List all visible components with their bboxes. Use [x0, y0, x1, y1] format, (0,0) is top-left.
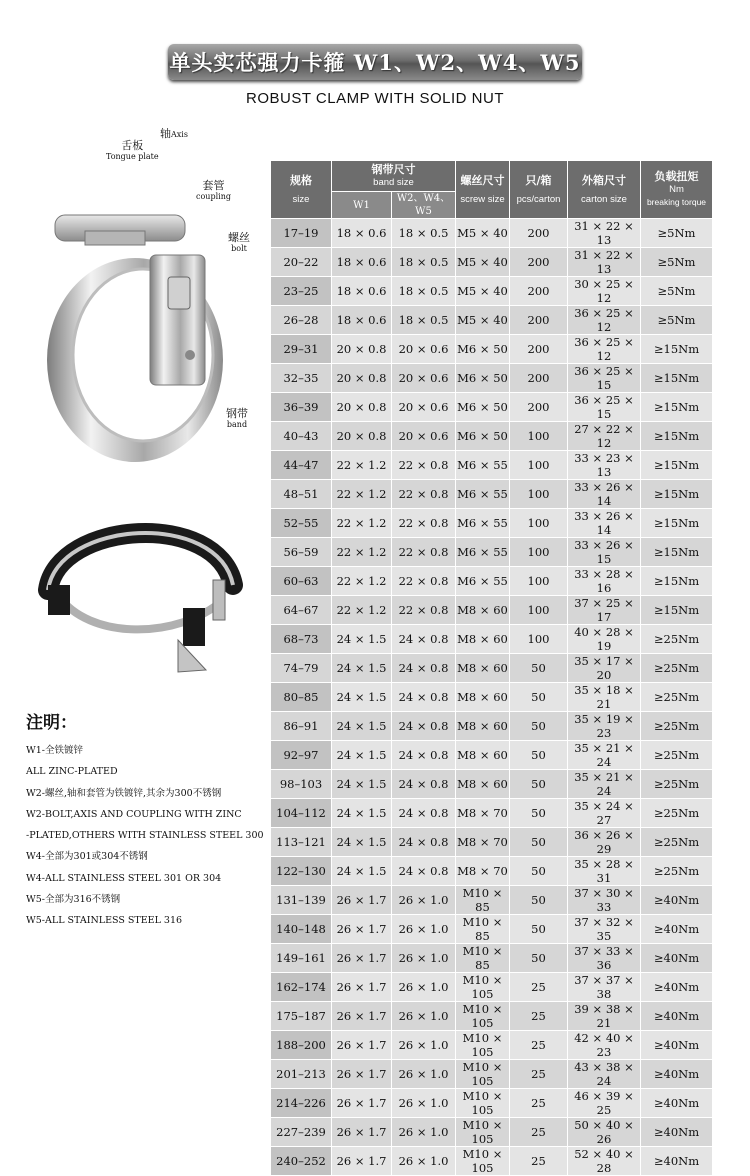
table-cell: 50 [510, 857, 568, 886]
table-cell: 25 [510, 973, 568, 1002]
table-cell: 31 × 22 × 13 [568, 219, 641, 248]
table-cell: 26 × 1.7 [332, 1002, 392, 1031]
table-cell: 18 × 0.5 [392, 306, 456, 335]
spec-table-body [271, 219, 713, 1176]
table-cell: ≥15Nm [641, 567, 713, 596]
table-cell: 36–39 [271, 393, 332, 422]
table-cell: 50 [510, 886, 568, 915]
table-cell: M10 × 105 [456, 1002, 510, 1031]
table-cell: 200 [510, 277, 568, 306]
table-cell: 42 × 40 × 23 [568, 1031, 641, 1060]
table-cell: 113–121 [271, 828, 332, 857]
table-cell: 26 × 1.0 [392, 1147, 456, 1176]
table-row [271, 944, 713, 973]
table-row [271, 364, 713, 393]
table-cell: 162–174 [271, 973, 332, 1002]
table-cell: ≥15Nm [641, 596, 713, 625]
table-cell: ≥25Nm [641, 799, 713, 828]
table-cell: 43 × 38 × 24 [568, 1060, 641, 1089]
table-cell: M10 × 105 [456, 1118, 510, 1147]
table-cell: 40 × 28 × 19 [568, 625, 641, 654]
table-cell: 37 × 37 × 38 [568, 973, 641, 1002]
table-cell: M10 × 105 [456, 1147, 510, 1176]
table-cell: 37 × 33 × 36 [568, 944, 641, 973]
table-row [271, 654, 713, 683]
table-row [271, 857, 713, 886]
table-cell: 26 × 1.0 [392, 1002, 456, 1031]
table-cell: 22 × 1.2 [332, 480, 392, 509]
table-cell: ≥25Nm [641, 770, 713, 799]
table-cell: 24 × 1.5 [332, 828, 392, 857]
table-cell: M8 × 60 [456, 654, 510, 683]
table-cell: 35 × 17 × 20 [568, 654, 641, 683]
coupling-label: 套管 coupling [196, 179, 231, 201]
bolt-label: 螺丝 bolt [228, 231, 250, 253]
table-row [271, 393, 713, 422]
table-cell: M8 × 60 [456, 770, 510, 799]
table-cell: 98–103 [271, 770, 332, 799]
table-cell: 26 × 1.0 [392, 886, 456, 915]
table-cell: M10 × 105 [456, 973, 510, 1002]
table-cell: 22 × 1.2 [332, 451, 392, 480]
table-cell: 25 [510, 1089, 568, 1118]
table-cell: 100 [510, 567, 568, 596]
table-row [271, 451, 713, 480]
table-cell: 18 × 0.6 [332, 219, 392, 248]
table-cell: 33 × 26 × 15 [568, 538, 641, 567]
table-cell: 26 × 1.0 [392, 1060, 456, 1089]
table-cell: M8 × 60 [456, 712, 510, 741]
table-cell: 227–239 [271, 1118, 332, 1147]
table-cell: ≥15Nm [641, 422, 713, 451]
table-cell: 24 × 0.8 [392, 683, 456, 712]
table-cell: ≥5Nm [641, 306, 713, 335]
table-cell: ≥15Nm [641, 364, 713, 393]
table-cell: 100 [510, 625, 568, 654]
table-cell: ≥25Nm [641, 683, 713, 712]
table-row [271, 683, 713, 712]
table-cell: 26 × 1.7 [332, 886, 392, 915]
table-cell: 200 [510, 393, 568, 422]
table-cell: M8 × 60 [456, 596, 510, 625]
table-cell: 29–31 [271, 335, 332, 364]
table-cell: 60–63 [271, 567, 332, 596]
table-cell: 100 [510, 596, 568, 625]
note-line: W5-ALL STAINLESS STEEL 316 [26, 915, 183, 927]
table-cell: 100 [510, 480, 568, 509]
table-cell: 50 [510, 944, 568, 973]
table-cell: 24 × 1.5 [332, 654, 392, 683]
table-cell: 122–130 [271, 857, 332, 886]
table-cell: 20 × 0.6 [392, 335, 456, 364]
table-cell: 22 × 0.8 [392, 538, 456, 567]
table-cell: 25 [510, 1118, 568, 1147]
table-cell: 140–148 [271, 915, 332, 944]
table-cell: 24 × 1.5 [332, 799, 392, 828]
table-cell: 23–25 [271, 277, 332, 306]
table-cell: 25 [510, 1031, 568, 1060]
table-row [271, 277, 713, 306]
band-size-header: 钢带尺寸 band size [332, 161, 456, 192]
table-cell: ≥5Nm [641, 248, 713, 277]
table-cell: 39 × 38 × 21 [568, 1002, 641, 1031]
table-row [271, 625, 713, 654]
table-cell: ≥15Nm [641, 335, 713, 364]
table-cell: ≥40Nm [641, 1118, 713, 1147]
table-cell: 20 × 0.6 [392, 364, 456, 393]
table-cell: 18 × 0.6 [332, 277, 392, 306]
table-row [271, 248, 713, 277]
table-cell: 50 [510, 683, 568, 712]
table-cell: M10 × 105 [456, 1060, 510, 1089]
table-cell: 80–85 [271, 683, 332, 712]
table-cell: M5 × 40 [456, 306, 510, 335]
table-cell: 20 × 0.6 [392, 393, 456, 422]
table-cell: 24 × 0.8 [392, 828, 456, 857]
table-cell: 26 × 1.7 [332, 973, 392, 1002]
table-cell: 33 × 28 × 16 [568, 567, 641, 596]
table-cell: 20 × 0.8 [332, 393, 392, 422]
table-cell: 35 × 18 × 21 [568, 683, 641, 712]
table-cell: 50 [510, 712, 568, 741]
table-cell: 200 [510, 248, 568, 277]
table-cell: ≥15Nm [641, 509, 713, 538]
torque-header: 负载扭矩 Nm breaking torque [641, 161, 713, 219]
table-row [271, 1002, 713, 1031]
table-cell: M10 × 85 [456, 886, 510, 915]
table-cell: 74–79 [271, 654, 332, 683]
table-cell: 36 × 25 × 15 [568, 364, 641, 393]
table-cell: ≥25Nm [641, 857, 713, 886]
table-row [271, 596, 713, 625]
table-cell: 240–252 [271, 1147, 332, 1176]
table-cell: 200 [510, 335, 568, 364]
table-cell: 24 × 0.8 [392, 770, 456, 799]
table-cell: M10 × 85 [456, 944, 510, 973]
table-cell: 100 [510, 509, 568, 538]
table-cell: 26 × 1.7 [332, 1089, 392, 1118]
table-cell: 24 × 1.5 [332, 712, 392, 741]
table-cell: 26 × 1.0 [392, 973, 456, 1002]
table-cell: 27 × 22 × 12 [568, 422, 641, 451]
note-line: W4-全部为301或304不锈钢 [26, 851, 148, 863]
table-cell: M6 × 55 [456, 567, 510, 596]
table-cell: 50 × 40 × 26 [568, 1118, 641, 1147]
table-cell: M8 × 70 [456, 857, 510, 886]
table-cell: 24 × 0.8 [392, 712, 456, 741]
table-cell: ≥40Nm [641, 1147, 713, 1176]
table-cell: 92–97 [271, 741, 332, 770]
table-cell: 26 × 1.7 [332, 944, 392, 973]
table-row [271, 422, 713, 451]
table-row [271, 538, 713, 567]
table-cell: 22 × 1.2 [332, 567, 392, 596]
table-cell: M6 × 50 [456, 335, 510, 364]
table-cell: M6 × 55 [456, 480, 510, 509]
table-cell: 68–73 [271, 625, 332, 654]
table-cell: 18 × 0.6 [332, 248, 392, 277]
table-cell: 200 [510, 364, 568, 393]
table-row [271, 219, 713, 248]
table-row [271, 567, 713, 596]
table-cell: 24 × 1.5 [332, 625, 392, 654]
table-cell: 22 × 0.8 [392, 509, 456, 538]
table-cell: ≥25Nm [641, 654, 713, 683]
note-line: W1-全铁镀锌 [26, 745, 84, 756]
table-cell: 24 × 0.8 [392, 799, 456, 828]
table-cell: 35 × 19 × 23 [568, 712, 641, 741]
table-cell: ≥40Nm [641, 1031, 713, 1060]
table-cell: M8 × 60 [456, 741, 510, 770]
table-cell: 50 [510, 654, 568, 683]
table-cell: M8 × 70 [456, 828, 510, 857]
table-row [271, 480, 713, 509]
table-cell: M6 × 55 [456, 509, 510, 538]
table-cell: ≥40Nm [641, 886, 713, 915]
table-cell: 26 × 1.7 [332, 915, 392, 944]
table-cell: 64–67 [271, 596, 332, 625]
table-cell: M8 × 60 [456, 683, 510, 712]
table-cell: 50 [510, 770, 568, 799]
carton-size-header: 外箱尺寸 carton size [568, 161, 641, 219]
table-cell: ≥40Nm [641, 1060, 713, 1089]
table-cell: 40–43 [271, 422, 332, 451]
table-cell: 26 × 1.7 [332, 1031, 392, 1060]
table-cell: 26 × 1.7 [332, 1118, 392, 1147]
table-cell: M8 × 70 [456, 799, 510, 828]
axis-label: 轴Axis [160, 127, 188, 140]
table-cell: 35 × 24 × 27 [568, 799, 641, 828]
table-cell: 22 × 0.8 [392, 451, 456, 480]
table-cell: 18 × 0.5 [392, 248, 456, 277]
spec-table [270, 160, 713, 1176]
table-cell: 200 [510, 219, 568, 248]
table-cell: 30 × 25 × 12 [568, 277, 641, 306]
table-cell: 36 × 25 × 12 [568, 335, 641, 364]
table-cell: 36 × 25 × 12 [568, 306, 641, 335]
table-cell: 24 × 1.5 [332, 857, 392, 886]
table-cell: M5 × 40 [456, 277, 510, 306]
table-cell: 25 [510, 1060, 568, 1089]
table-cell: 149–161 [271, 944, 332, 973]
table-row [271, 770, 713, 799]
table-cell: 20 × 0.8 [332, 364, 392, 393]
note-line: W4-ALL STAINLESS STEEL 301 OR 304 [26, 872, 222, 884]
table-cell: M10 × 105 [456, 1031, 510, 1060]
table-cell: ≥5Nm [641, 219, 713, 248]
table-cell: 37 × 32 × 35 [568, 915, 641, 944]
table-cell: 24 × 1.5 [332, 770, 392, 799]
table-cell: 24 × 0.8 [392, 741, 456, 770]
table-cell: 48–51 [271, 480, 332, 509]
table-cell: 100 [510, 422, 568, 451]
table-cell: 18 × 0.5 [392, 219, 456, 248]
table-row [271, 973, 713, 1002]
table-cell: 22 × 1.2 [332, 596, 392, 625]
table-cell: 214–226 [271, 1089, 332, 1118]
tongue-plate-label: 舌板 Tongue plate [106, 139, 159, 161]
table-cell: 188–200 [271, 1031, 332, 1060]
note-line: W5-全部为316不锈钢 [26, 894, 121, 906]
table-cell: 44–47 [271, 451, 332, 480]
table-cell: 32–35 [271, 364, 332, 393]
table-cell: 100 [510, 538, 568, 567]
table-cell: 26 × 1.0 [392, 1031, 456, 1060]
table-cell: 26 × 1.0 [392, 1089, 456, 1118]
table-cell: ≥25Nm [641, 712, 713, 741]
table-cell: ≥40Nm [641, 1089, 713, 1118]
table-cell: 50 [510, 741, 568, 770]
table-cell: 22 × 1.2 [332, 538, 392, 567]
table-cell: M6 × 50 [456, 393, 510, 422]
table-cell: 131–139 [271, 886, 332, 915]
table-cell: 24 × 0.8 [392, 857, 456, 886]
table-cell: 25 [510, 1002, 568, 1031]
table-cell: M10 × 105 [456, 1089, 510, 1118]
table-cell: ≥15Nm [641, 451, 713, 480]
table-cell: 26 × 1.0 [392, 1118, 456, 1147]
table-row [271, 1060, 713, 1089]
table-cell: 50 [510, 799, 568, 828]
table-row [271, 741, 713, 770]
table-cell: ≥15Nm [641, 480, 713, 509]
table-cell: 26 × 1.7 [332, 1060, 392, 1089]
table-cell: 18 × 0.6 [332, 306, 392, 335]
table-cell: M6 × 55 [456, 451, 510, 480]
table-cell: 37 × 25 × 17 [568, 596, 641, 625]
table-row [271, 915, 713, 944]
table-cell: 20 × 0.6 [392, 422, 456, 451]
table-cell: M6 × 55 [456, 538, 510, 567]
notes-title: 注明： [26, 713, 77, 733]
table-cell: ≥40Nm [641, 1002, 713, 1031]
table-cell: M8 × 60 [456, 625, 510, 654]
table-cell: M5 × 40 [456, 219, 510, 248]
table-cell: ≥5Nm [641, 277, 713, 306]
table-cell: 26 × 1.0 [392, 915, 456, 944]
note-line: -PLATED,OTHERS WITH STAINLESS STEEL 300 [26, 830, 264, 842]
table-cell: 24 × 1.5 [332, 683, 392, 712]
table-row [271, 828, 713, 857]
table-cell: 20 × 0.8 [332, 422, 392, 451]
table-cell: 104–112 [271, 799, 332, 828]
table-cell: 24 × 1.5 [332, 741, 392, 770]
table-row [271, 799, 713, 828]
size-header: 规格 size [271, 161, 332, 219]
table-cell: 35 × 28 × 31 [568, 857, 641, 886]
note-line: W2-螺丝,轴和套管为铁镀锌,其余为300不锈钢 [26, 787, 222, 799]
table-cell: 36 × 26 × 29 [568, 828, 641, 857]
table-cell: 22 × 0.8 [392, 567, 456, 596]
table-cell: 26 × 1.7 [332, 1147, 392, 1176]
table-cell: 22 × 0.8 [392, 480, 456, 509]
table-row [271, 712, 713, 741]
table-cell: 31 × 22 × 13 [568, 248, 641, 277]
table-cell: 50 [510, 828, 568, 857]
table-cell: ≥25Nm [641, 741, 713, 770]
title-banner [168, 44, 582, 80]
table-cell: 201–213 [271, 1060, 332, 1089]
page-subtitle: ROBUST CLAMP WITH SOLID NUT [246, 90, 504, 107]
table-row [271, 335, 713, 364]
table-cell: ≥15Nm [641, 538, 713, 567]
table-cell: 35 × 21 × 24 [568, 770, 641, 799]
screw-size-header: 螺丝尺寸 screw size [456, 161, 510, 219]
table-row [271, 1089, 713, 1118]
note-line: W2-BOLT,AXIS AND COUPLING WITH ZINC [26, 808, 242, 820]
table-cell: 22 × 1.2 [332, 509, 392, 538]
band-label: 钢带 band [226, 407, 248, 429]
table-cell: 25 [510, 1147, 568, 1176]
table-row [271, 1031, 713, 1060]
table-cell: 175–187 [271, 1002, 332, 1031]
table-cell: 36 × 25 × 15 [568, 393, 641, 422]
table-cell: ≥25Nm [641, 828, 713, 857]
table-cell: 18 × 0.5 [392, 277, 456, 306]
table-cell: ≥40Nm [641, 973, 713, 1002]
table-cell: ≥40Nm [641, 915, 713, 944]
table-cell: 35 × 21 × 24 [568, 741, 641, 770]
page-title: 单头实芯强力卡箍 W1、W2、W4、W5 [169, 50, 581, 75]
table-cell: 17–19 [271, 219, 332, 248]
table-row [271, 1147, 713, 1176]
clamp-illustration [40, 195, 230, 475]
table-cell: 20–22 [271, 248, 332, 277]
table-cell: 24 × 0.8 [392, 625, 456, 654]
table-cell: 46 × 39 × 25 [568, 1089, 641, 1118]
table-row [271, 509, 713, 538]
table-cell: 37 × 30 × 33 [568, 886, 641, 915]
table-cell: 24 × 0.8 [392, 654, 456, 683]
table-row [271, 886, 713, 915]
table-cell: 33 × 26 × 14 [568, 509, 641, 538]
table-row [271, 1118, 713, 1147]
table-cell: 86–91 [271, 712, 332, 741]
pipe-clamp-illustration [28, 490, 258, 690]
table-cell: 50 [510, 915, 568, 944]
table-cell: ≥15Nm [641, 393, 713, 422]
table-cell: M5 × 40 [456, 248, 510, 277]
table-cell: 33 × 23 × 13 [568, 451, 641, 480]
note-line: ALL ZINC-PLATED [26, 766, 118, 778]
table-cell: M10 × 85 [456, 915, 510, 944]
table-cell: 52 × 40 × 28 [568, 1147, 641, 1176]
band-w2-header: W2、W4、W5 [392, 192, 456, 219]
table-cell: 20 × 0.8 [332, 335, 392, 364]
table-cell: ≥25Nm [641, 625, 713, 654]
table-cell: 52–55 [271, 509, 332, 538]
table-cell: 22 × 0.8 [392, 596, 456, 625]
table-cell: 100 [510, 451, 568, 480]
table-cell: 26 × 1.0 [392, 944, 456, 973]
pcs-carton-header: 只/箱 pcs/carton [510, 161, 568, 219]
table-cell: 33 × 26 × 14 [568, 480, 641, 509]
table-cell: 56–59 [271, 538, 332, 567]
band-w1-header: W1 [332, 192, 392, 219]
table-cell: ≥40Nm [641, 944, 713, 973]
notes-list [26, 740, 266, 932]
table-cell: M6 × 50 [456, 364, 510, 393]
table-row [271, 306, 713, 335]
table-cell: 200 [510, 306, 568, 335]
table-cell: M6 × 50 [456, 422, 510, 451]
table-cell: 26–28 [271, 306, 332, 335]
